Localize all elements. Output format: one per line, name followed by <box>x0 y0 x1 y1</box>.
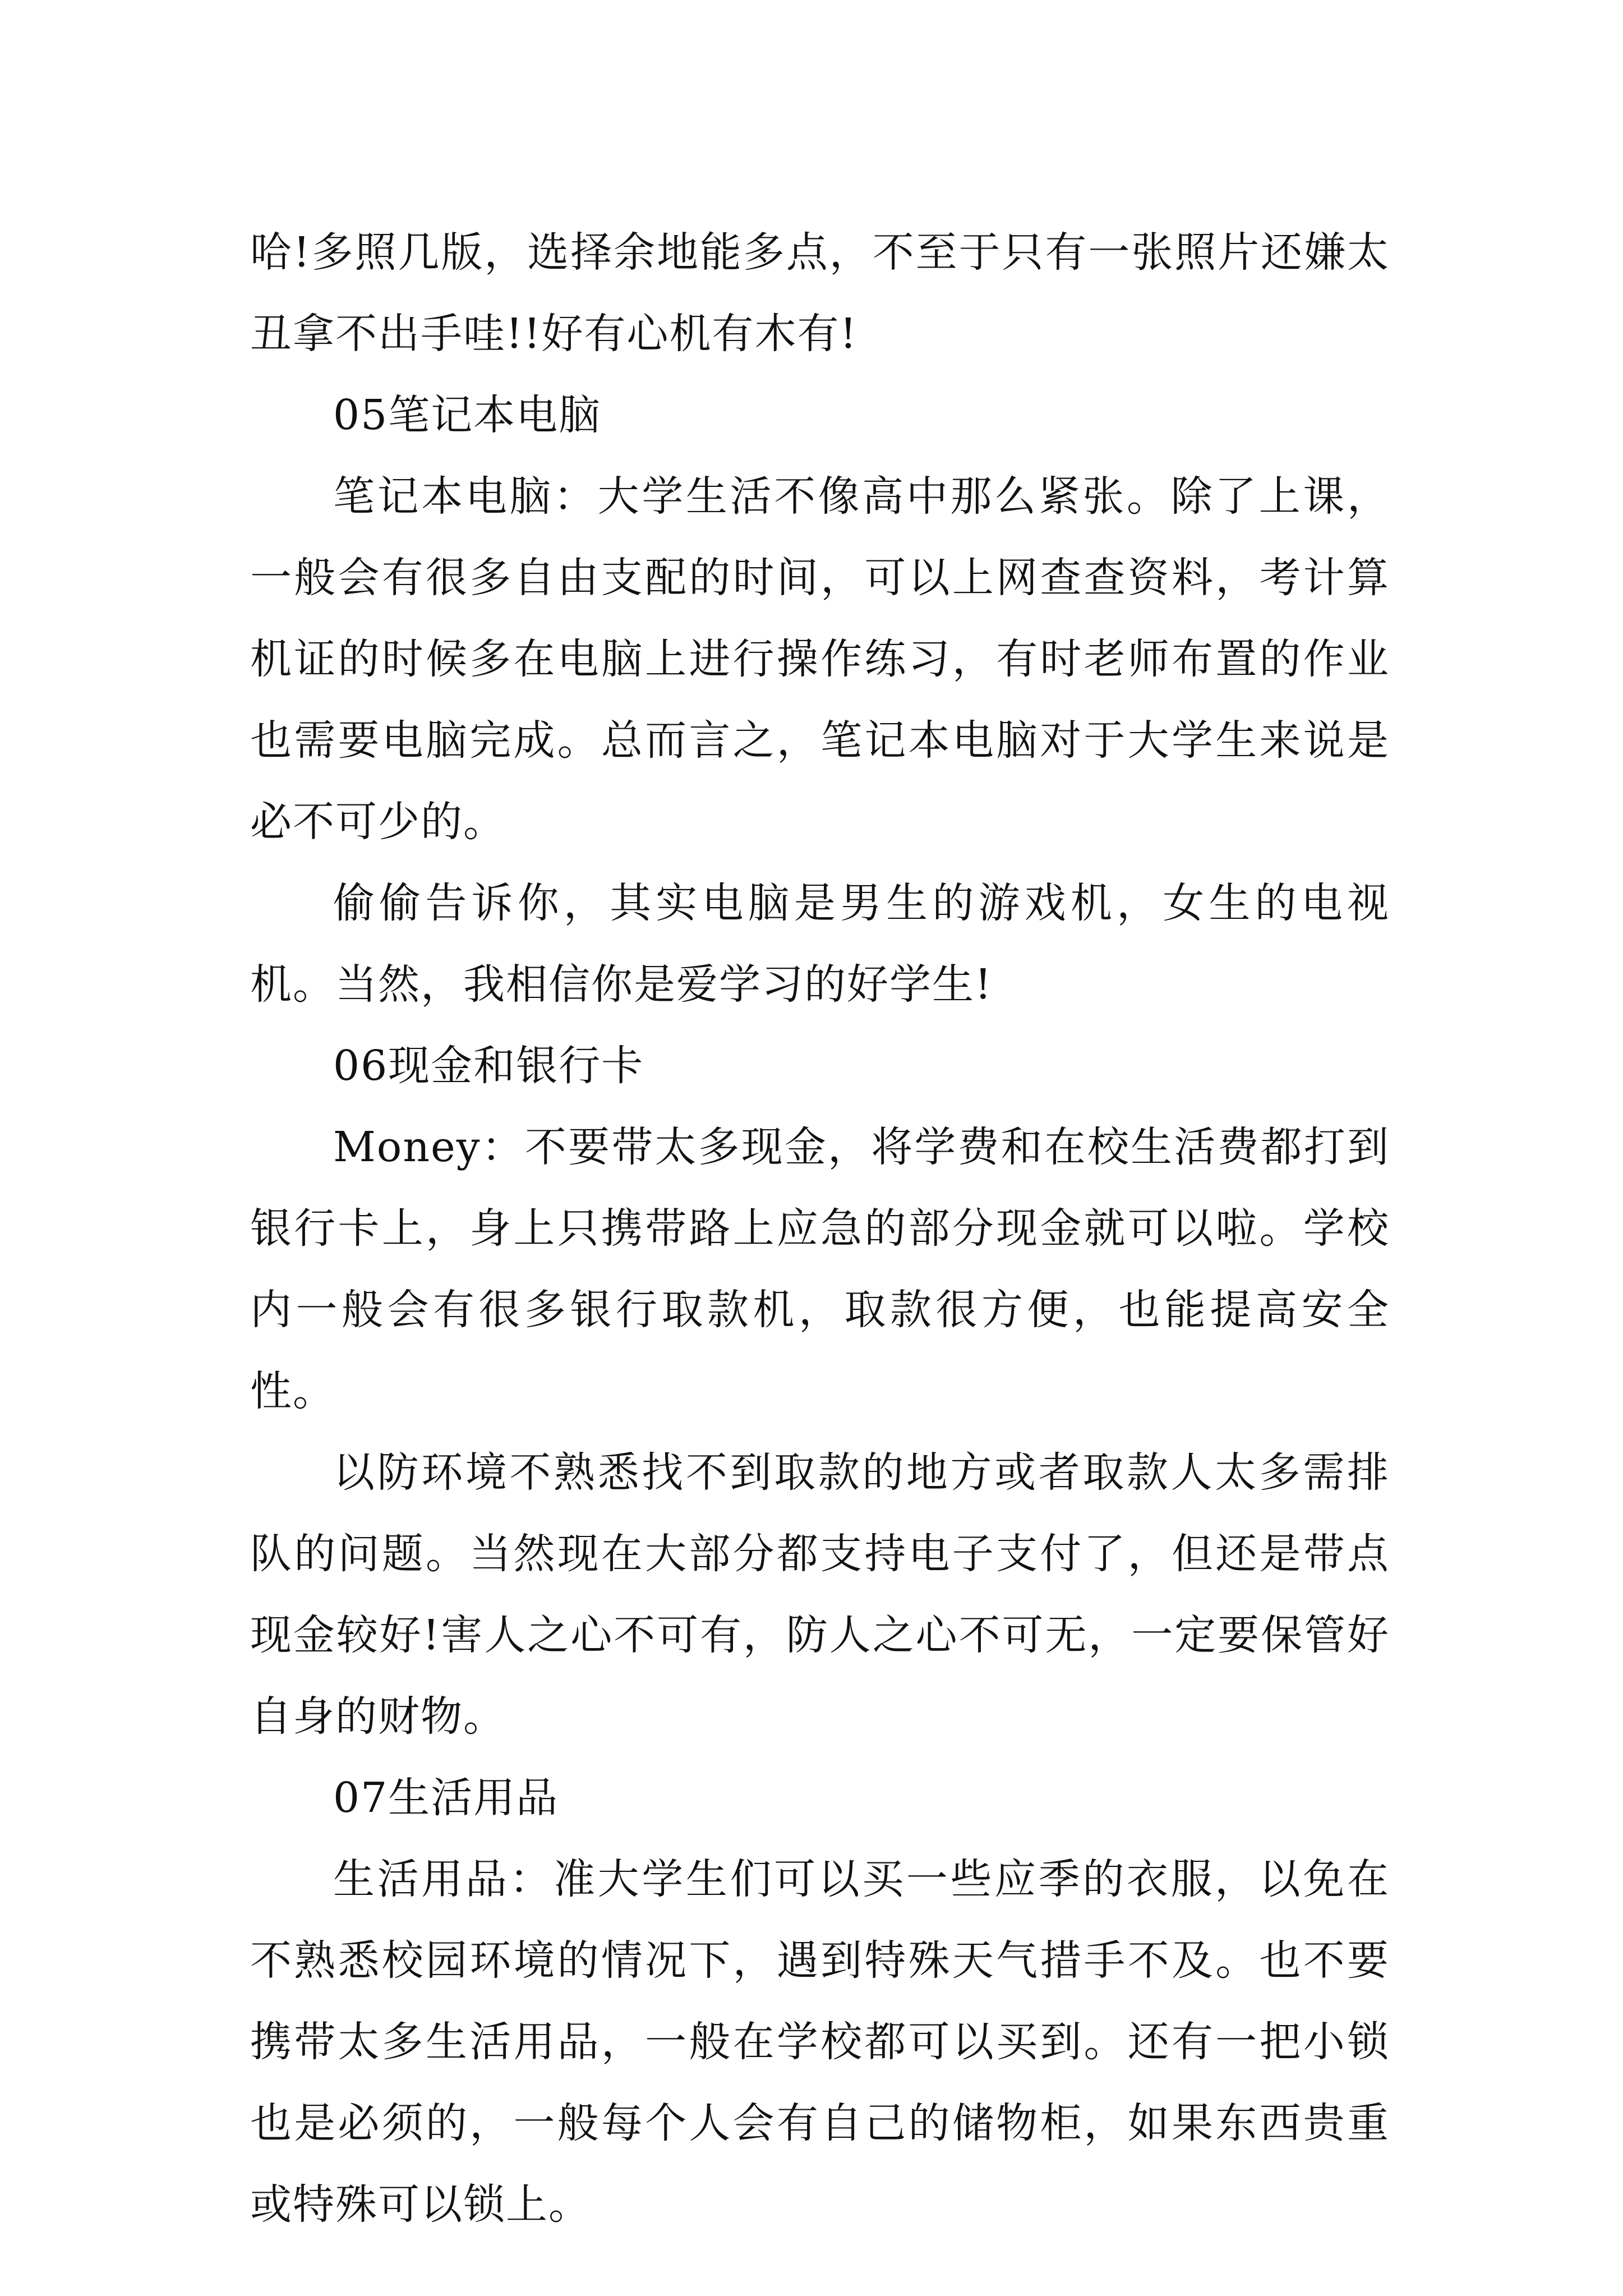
paragraph-money-safety: 以防环境不熟悉找不到取款的地方或者取款人太多需排队的问题。当然现在大部分都支持电子支付了，但还是带点现金较好!害人之心不可有，防人之心不可无，一定要保管好自身的财物。 <box>250 1448 1390 1741</box>
section-heading-laptop: 05笔记本电脑 <box>333 391 602 439</box>
document-body <box>250 212 1390 2246</box>
paragraph-laptop-secret: 偷偷告诉你，其实电脑是男生的游戏机，女生的电视机。当然，我相信你是爱学习的好学生! <box>250 879 1390 1009</box>
section-heading-daily-goods: 07生活用品 <box>333 1774 559 1822</box>
section-heading-cash-and-card: 06现金和银行卡 <box>333 1042 644 1090</box>
paragraph-photo-tip: 哈!多照几版，选择余地能多点，不至于只有一张照片还嫌太丑拿不出手哇!!好有心机有木有! <box>250 228 1390 358</box>
paragraph-daily-goods: 生活用品：准大学生们可以买一些应季的衣服，以免在不熟悉校园环境的情况下，遇到特殊天气措手不及。也不要携带太多生活用品，一般在学校都可以买到。还有一把小锁也是必须的，一般每个人会有自己的储物柜，如果东西贵重或特殊可以锁上。 <box>250 1855 1390 2229</box>
paragraph-laptop: 笔记本电脑：大学生活不像高中那么紧张。除了上课，一般会有很多自由支配的时间，可以上网查查资料，考计算机证的时候多在电脑上进行操作练习，有时老师布置的作业也需要电脑完成。总而言之，笔记本电脑对于大学生来说是必不可少的。 <box>250 472 1390 846</box>
paragraph-money: Money：不要带太多现金，将学费和在校生活费都打到银行卡上，身上只携带路上应急的部分现金就可以啦。学校内一般会有很多银行取款机，取款很方便，也能提高安全性。 <box>250 1123 1390 1415</box>
